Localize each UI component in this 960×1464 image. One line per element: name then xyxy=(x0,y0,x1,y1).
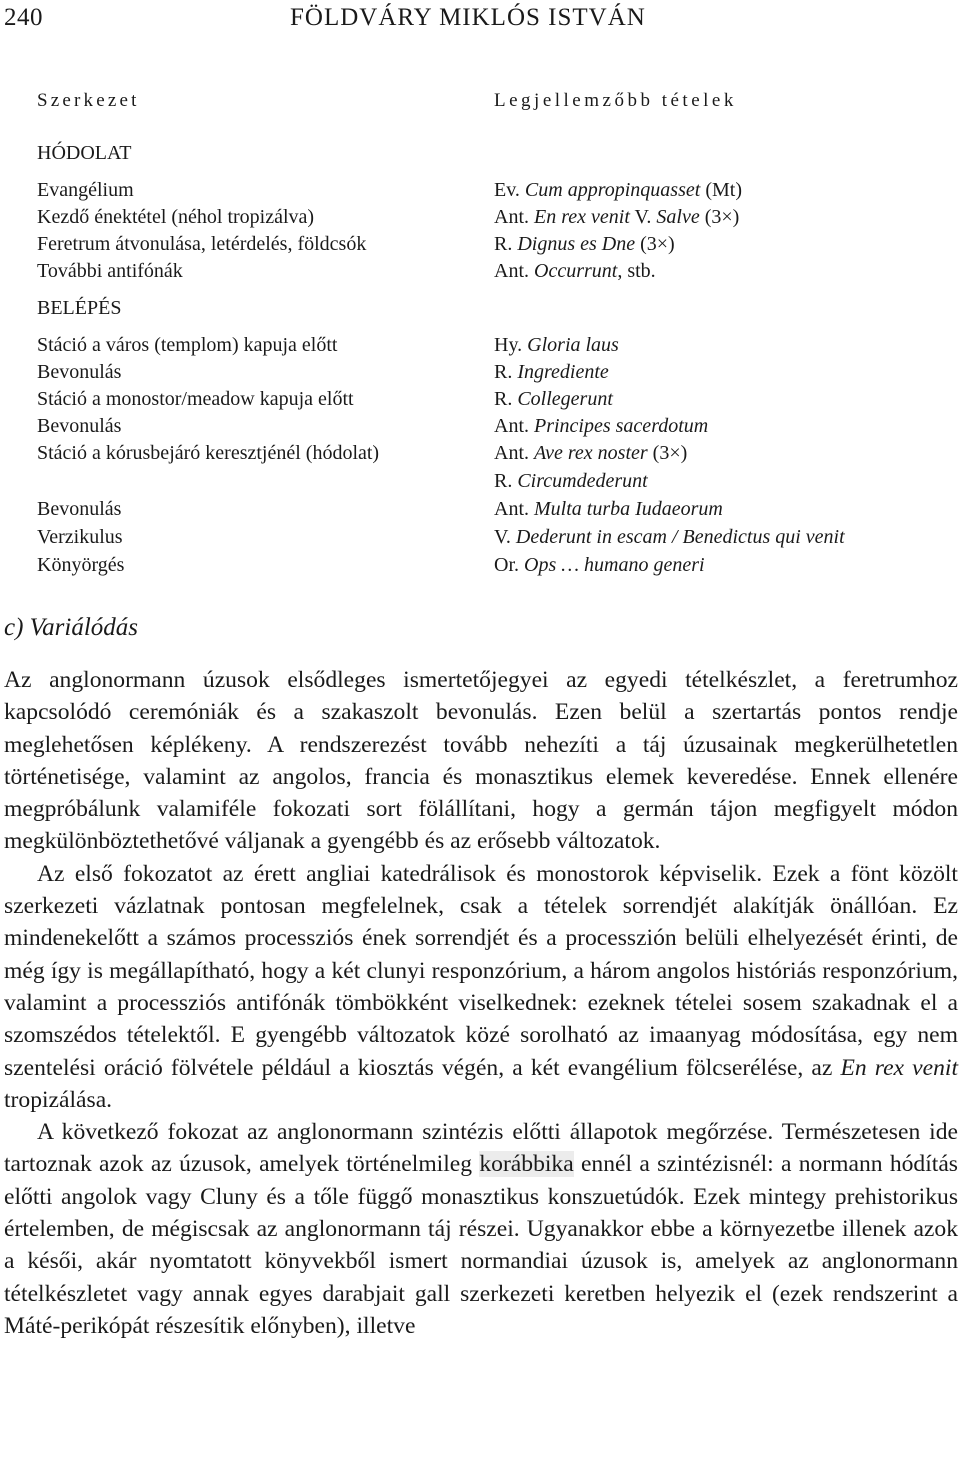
item-prefix: Ant. xyxy=(494,206,529,228)
item-suffix: (Mt) xyxy=(705,179,742,201)
item-title: Circumdederunt xyxy=(517,470,648,492)
column-heading-items: Legjellemzőbb tételek xyxy=(494,90,737,111)
item-suffix: V. xyxy=(634,206,652,228)
structure-row: Könyörgés xyxy=(37,554,125,576)
item-row xyxy=(494,360,609,384)
item-title: En rex venit xyxy=(534,206,630,228)
paragraph-3 xyxy=(4,1116,958,1342)
item-suffix: , stb. xyxy=(617,260,656,282)
highlighted-word: korábbika xyxy=(479,1151,574,1178)
item-prefix: V. xyxy=(494,526,511,548)
page-number: 240 xyxy=(4,4,43,31)
item-title: Principes sacerdotum xyxy=(534,415,709,437)
item-title: Ingrediente xyxy=(517,361,609,383)
item-row xyxy=(494,553,705,577)
running-head: FÖLDVÁRY MIKLÓS ISTVÁN xyxy=(290,4,646,31)
item-prefix: Ant. xyxy=(494,442,529,464)
paragraph-2-text: Az első fokozatot az érett angliai katedrálisok és monostorok képviselik. Ezek a fönt közölt szerkezeti vázlatnak pontosan megfelelnek, csak a tételek sorrendjét alakítják önállóan. Ez mindenekelőtt a számos processziós ének sorrendjét és a processzión belüli elhelyezését érinti, de még így is megállapítható, hogy a két clunyi responzórium, a három angolos históriás responzórium, valamint a processziós antifónák tömbökként viselkednek: ezeknek tételei sosem szakadnak el a szomszédos tételektől. E gyengébb változatok közé sorolható az imaanyag módosítása, egy nem szentelési oráció fölvétele például a kiosztás végén, a két evangélium fölcserélése, az xyxy=(4,860,958,1081)
structure-row: Bevonulás xyxy=(37,361,122,383)
structure-row: Bevonulás xyxy=(37,498,122,520)
item-row xyxy=(494,232,675,256)
item-prefix: Or. xyxy=(494,554,519,576)
structure-row: Feretrum átvonulása, letérdelés, földcsók xyxy=(37,233,367,255)
paragraph-2-end: tropizálása. xyxy=(4,1086,113,1113)
structure-row: Kezdő énektétel (néhol tropizálva) xyxy=(37,206,315,228)
structure-row: Bevonulás xyxy=(37,415,122,437)
item-prefix: Hy. xyxy=(494,334,523,356)
column-heading-structure: Szerkezet xyxy=(37,90,140,111)
item-title-2: Salve xyxy=(656,206,700,228)
paragraph-3-end: ennél a szintézisnél: a normann hódítás előtti angolok vagy Cluny és a tőle függő monasztikus konszuetúdók. Ezek mintegy prehistorikus értelemben, de mégiscsak az anglonormann táj részei. Ugyanakkor ebbe a környezetbe illenek azok a késői, akár nyomtatott könyvekből ismert normandiai úzusok is, amelyek az anglonormann tételkészletet vagy annak egyes darabjait gall szerkezeti keretben helyezik el (ezek rendszerint a Máté-perikópát részesítik előnyben), illetve xyxy=(4,1151,958,1339)
item-prefix: Ev. xyxy=(494,179,520,201)
item-title: Collegerunt xyxy=(517,388,613,410)
item-row xyxy=(494,205,739,229)
item-row xyxy=(494,333,619,357)
body-text xyxy=(4,664,958,1342)
structure-row: Stáció a monostor/meadow kapuja előtt xyxy=(37,388,354,410)
item-row xyxy=(494,259,656,283)
structure-row: BELÉPÉS xyxy=(37,297,122,319)
structure-row: Verzikulus xyxy=(37,526,123,548)
structure-row: HÓDOLAT xyxy=(37,142,132,164)
item-row xyxy=(494,497,723,521)
item-row xyxy=(494,387,613,411)
item-prefix: Ant. xyxy=(494,498,529,520)
structure-row: További antifónák xyxy=(37,260,183,282)
item-title: Multa turba Iudaeorum xyxy=(534,498,723,520)
structure-row: Evangélium xyxy=(37,179,134,201)
item-title: Occurrunt xyxy=(534,260,618,282)
item-prefix: R. xyxy=(494,388,513,410)
item-suffix-2: (3×) xyxy=(704,206,740,228)
item-suffix: (3×) xyxy=(652,442,688,464)
item-row xyxy=(494,414,708,438)
structure-row: Stáció a kórusbejáró keresztjénél (hódolat) xyxy=(37,442,380,464)
item-title: Ave rex noster xyxy=(534,442,648,464)
item-title: Dederunt in escam / Benedictus qui venit xyxy=(515,526,845,548)
item-row xyxy=(494,178,742,202)
paragraph-1: Az anglonormann úzusok elsődleges ismertetőjegyei az egyedi tételkészlet, a feretrumhoz kapcsolódó ceremóniák és a szakaszolt bevonulás. Ezen belül a szertartás pontos rendje meglehetősen képlékeny. A rendszerezést tovább nehezíti a táj úzusainak megkerülhetetlen történetisége, valamint az angolos, francia és monasztikus elemek keveredése. Ennek ellenére megpróbálunk valamiféle fokozati sort fölállítani, hogy a germán tájon megfigyelt módon megkülönböztethetővé váljanak a gyengébb és az erősebb változatok. xyxy=(4,667,958,855)
paragraph-2-title: En rex venit xyxy=(840,1054,959,1081)
item-row xyxy=(494,525,845,549)
subsection-title: c) Variálódás xyxy=(4,614,139,641)
item-title: Ops … humano generi xyxy=(524,554,705,576)
item-title: Cum appropinquasset xyxy=(524,179,701,201)
paragraph-3-text: A következő fokozat az anglonormann szintézis előtti állapotok megőrzése. Természetesen ide tartoznak azok az úzusok, amelyek történelmileg xyxy=(4,1119,958,1178)
item-row xyxy=(494,469,648,493)
item-row xyxy=(494,441,687,465)
item-prefix: Ant. xyxy=(494,415,529,437)
item-title: Gloria laus xyxy=(527,334,619,356)
item-prefix: R. xyxy=(494,361,513,383)
item-title: Dignus es Dne xyxy=(517,233,636,255)
paragraph-2 xyxy=(4,858,958,1116)
item-prefix: Ant. xyxy=(494,260,529,282)
structure-row: Stáció a város (templom) kapuja előtt xyxy=(37,334,338,356)
item-suffix: (3×) xyxy=(640,233,675,255)
item-prefix: R. xyxy=(494,470,513,492)
item-prefix: R. xyxy=(494,233,513,255)
page-header xyxy=(0,0,960,40)
